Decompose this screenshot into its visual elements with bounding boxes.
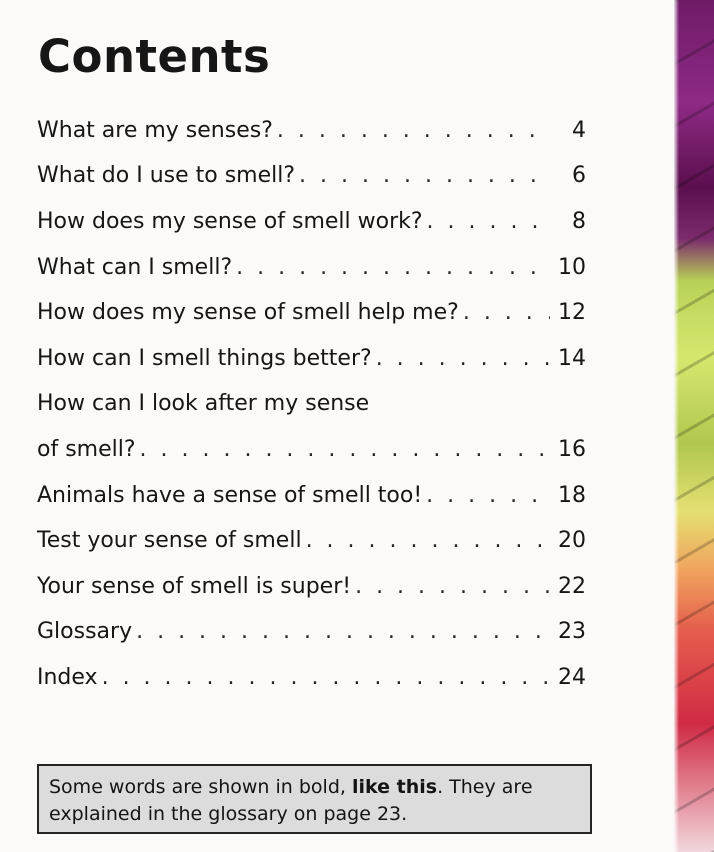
toc-entry-what-smell[interactable]: [37, 245, 586, 291]
toc-page-number: 22: [558, 573, 586, 599]
toc-entry-label: What can I smell?: [37, 254, 233, 280]
dot-leader: [376, 348, 550, 370]
toc-entry-animals-smell[interactable]: [37, 473, 586, 519]
dot-leader: [426, 485, 550, 507]
toc-page-number: 23: [558, 619, 586, 645]
dot-leader: [277, 120, 550, 142]
toc-entry-smell-help[interactable]: [37, 290, 586, 336]
toc-entry-label: What do I use to smell?: [37, 163, 296, 189]
dot-leader: [136, 621, 550, 643]
toc-entry-smell-work[interactable]: [37, 199, 586, 245]
toc-entry-look-after-smell[interactable]: [37, 382, 586, 473]
toc-entry-glossary[interactable]: [37, 610, 586, 656]
toc-entry-first-line: [37, 382, 586, 428]
dot-leader: [236, 257, 550, 279]
toc-entry-label: How can I smell things better?: [37, 345, 372, 371]
note-bold-example: like this: [351, 776, 438, 798]
toc-page-number: 20: [558, 528, 586, 554]
note-text-before: Some words are shown in bold,: [49, 776, 352, 798]
toc-page-number: 12: [558, 300, 586, 326]
dot-leader: [306, 530, 550, 552]
toc-entry-test-smell[interactable]: [37, 518, 586, 564]
glossary-note: [37, 764, 592, 834]
toc-entry-label: What are my senses?: [37, 117, 273, 143]
dot-leader: [355, 576, 550, 598]
toc-entry-label: How does my sense of smell work?: [37, 208, 423, 234]
toc-entry-label: How does my sense of smell help me?: [37, 300, 459, 326]
toc-page-number: 10: [558, 254, 586, 280]
toc-page-number: 14: [558, 345, 586, 371]
dot-leader: [299, 165, 550, 187]
toc-entry-label: How can I look after my sense: [37, 391, 370, 417]
toc-entry-label: Animals have a sense of smell too!: [37, 482, 423, 508]
note-text-after: . They are explained in the glossary on page 23.: [49, 776, 533, 825]
toc-entry-use-to-smell[interactable]: [37, 154, 586, 200]
toc-page-number: 18: [558, 482, 586, 508]
toc-entry-label: Test your sense of smell: [37, 528, 302, 554]
toc-entry-smell-super[interactable]: [37, 564, 586, 610]
toc-page-number: 24: [558, 664, 586, 690]
toc-page-number: 6: [572, 163, 586, 189]
page-title: Contents: [38, 30, 271, 83]
toc-entry-smell-better[interactable]: [37, 336, 586, 382]
toc-entry-senses[interactable]: [37, 108, 586, 154]
toc-page-number: 4: [572, 117, 586, 143]
toc-page-number: 16: [558, 436, 586, 462]
table-of-contents: [37, 108, 586, 701]
dot-leader: [102, 667, 550, 689]
toc-entry-label: Your sense of smell is super!: [37, 573, 352, 599]
toc-entry-label: Index: [37, 664, 98, 690]
toc-page-number: 8: [572, 208, 586, 234]
dot-leader: [427, 211, 550, 233]
dot-leader: [140, 439, 550, 461]
toc-entry-label: of smell?: [37, 436, 136, 462]
toc-entry-label: Glossary: [37, 619, 133, 645]
colorful-book-edge: [674, 0, 714, 852]
dot-leader: [463, 302, 550, 324]
toc-entry-index[interactable]: [37, 655, 586, 701]
toc-entry-second-line: [37, 427, 586, 473]
